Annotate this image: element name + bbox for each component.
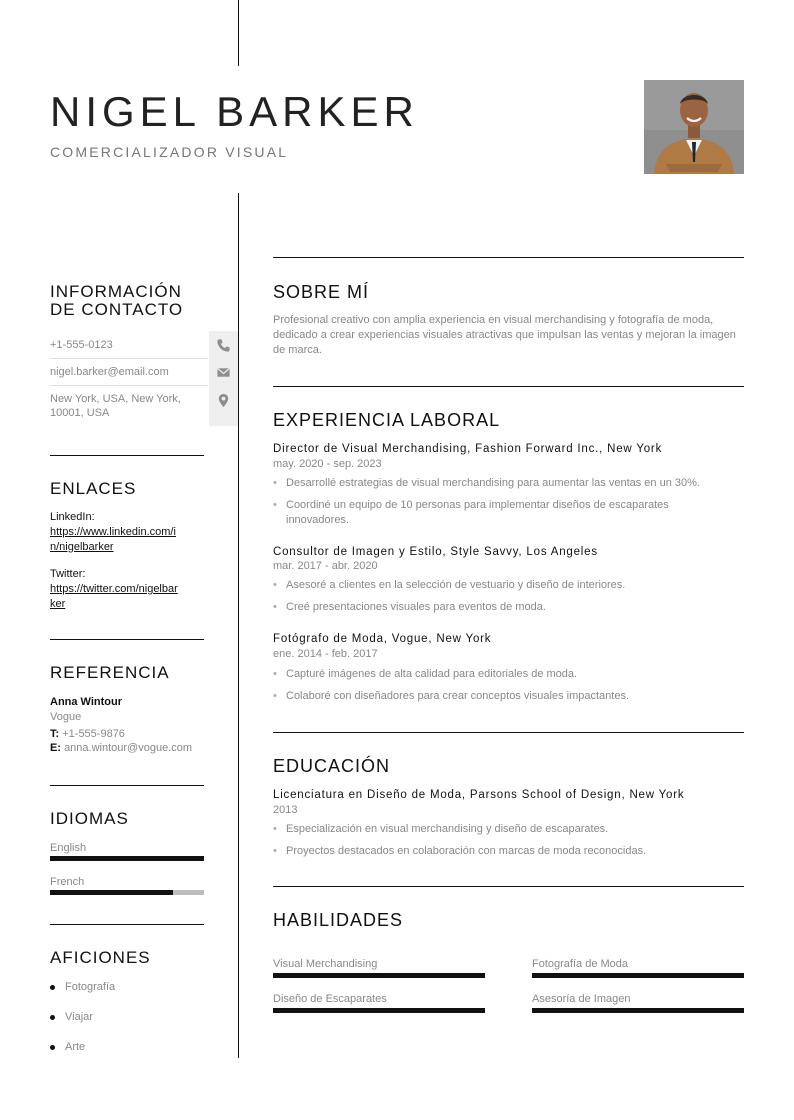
bullet-dot [50,1015,55,1020]
job-bullet: • Asesoré a clientes en la selección de vestuario y diseño de interiores. [273,578,743,593]
link-linkedin[interactable]: LinkedIn: https://www.linkedin.com/i n/nigelbarker [50,511,202,555]
job-title: Director de Visual Merchandising, Fashion Forward Inc., New York [273,443,663,455]
bullet-dot [50,985,55,990]
contact-email[interactable]: nigel.barker@email.com [50,366,169,378]
job-bullet: • Creé presentaciones visuales para eventos de moda. [273,600,743,615]
reference-heading: REFERENCIA [50,663,170,682]
hobby-item: Arte [50,1041,85,1053]
reference-email[interactable]: E: anna.wintour@vogue.com [50,742,193,754]
job-dates: mar. 2017 - abr. 2020 [273,560,378,572]
skill-item: Fotografía de Moda [532,958,744,978]
language-french-label: French [50,876,85,888]
skill-item: Diseño de Escaparates [273,993,485,1013]
skill-bar [273,1008,485,1013]
education-bullet: • Proyectos destacados en colaboración con marcas de moda reconocidas. [273,844,743,859]
contact-icon-column [209,331,238,426]
sidebar-divider-line [238,193,239,1058]
profile-photo [644,80,744,174]
reference-name: Anna Wintour [50,696,122,708]
sidebar-separator [50,924,204,925]
linkedin-url[interactable]: https://www.linkedin.com/i n/nigelbarker [50,526,176,553]
about-heading: SOBRE MÍ [273,282,370,302]
reference-phone: T: +1-555-9876 [50,728,125,740]
section-separator [273,732,744,733]
education-year: 2013 [273,804,298,816]
top-divider-line [238,0,239,66]
education-bullet: • Especialización en visual merchandising y diseño de escaparates. [273,822,743,837]
contact-divider [50,358,208,359]
candidate-name: NIGEL BARKER [50,88,419,135]
contact-phone[interactable]: +1-555-0123 [50,339,113,351]
skill-item: Asesoría de Imagen [532,993,744,1013]
envelope-icon [216,365,231,380]
languages-heading: IDIOMAS [50,809,129,828]
skills-heading: HABILIDADES [273,910,404,930]
sidebar-separator [50,455,204,456]
phone-icon [216,338,231,353]
hobby-item: Viajar [50,1011,93,1023]
contact-divider [50,385,208,386]
language-french-bar [50,890,204,895]
skill-bar [273,973,485,978]
job-bullet: • Colaboré con diseñadores para crear conceptos visuales impactantes. [273,689,743,704]
skill-bar [532,973,744,978]
experience-heading: EXPERIENCIA LABORAL [273,410,501,430]
links-heading: ENLACES [50,479,137,498]
language-english-bar [50,856,204,861]
link-twitter[interactable]: Twitter: https://twitter.com/nigelbar ker [50,568,202,612]
section-separator [273,886,744,887]
about-text: Profesional creativo con amplia experiencia en visual merchandising y fotografía de moda, dedicado a crear experiencias visuales atractivas que impulsan las ventas y mejoran la imagen de marca. [273,314,736,356]
location-pin-icon [216,393,231,408]
sidebar-separator [50,785,204,786]
job-dates: may. 2020 - sep. 2023 [273,458,382,470]
reference-company: Vogue [50,711,82,723]
language-english-label: English [50,842,87,854]
contact-heading: INFORMACIÓN DE CONTACTO [50,282,184,319]
section-separator [273,386,744,387]
education-degree: Licenciatura en Diseño de Moda, Parsons School of Design, New York [273,789,685,801]
profile-photo-illustration [644,80,744,174]
twitter-url[interactable]: https://twitter.com/nigelbar ker [50,583,178,610]
job-bullet: • Coordiné un equipo de 10 personas para implementar diseños de escaparates innovadores. [273,498,733,528]
job-title: Fotógrafo de Moda, Vogue, New York [273,633,492,645]
education-heading: EDUCACIÓN [273,756,391,776]
skill-item: Visual Merchandising [273,958,485,978]
section-separator [273,257,744,258]
job-dates: ene. 2014 - feb. 2017 [273,648,378,660]
sidebar-separator [50,639,204,640]
hobby-item: Fotografía [50,981,115,993]
contact-address: New York, USA, New York, 10001, USA [50,393,181,419]
job-title: Consultor de Imagen y Estilo, Style Savvy, Los Angeles [273,546,598,558]
hobbies-heading: AFICIONES [50,948,151,967]
candidate-title: COMERCIALIZADOR VISUAL [50,144,289,160]
job-bullet: • Capturé imágenes de alta calidad para editoriales de moda. [273,667,743,682]
skill-bar [532,1008,744,1013]
bullet-dot [50,1045,55,1050]
job-bullet: • Desarrollé estrategias de visual merchandising para aumentar las ventas en un 30%. [273,476,743,491]
